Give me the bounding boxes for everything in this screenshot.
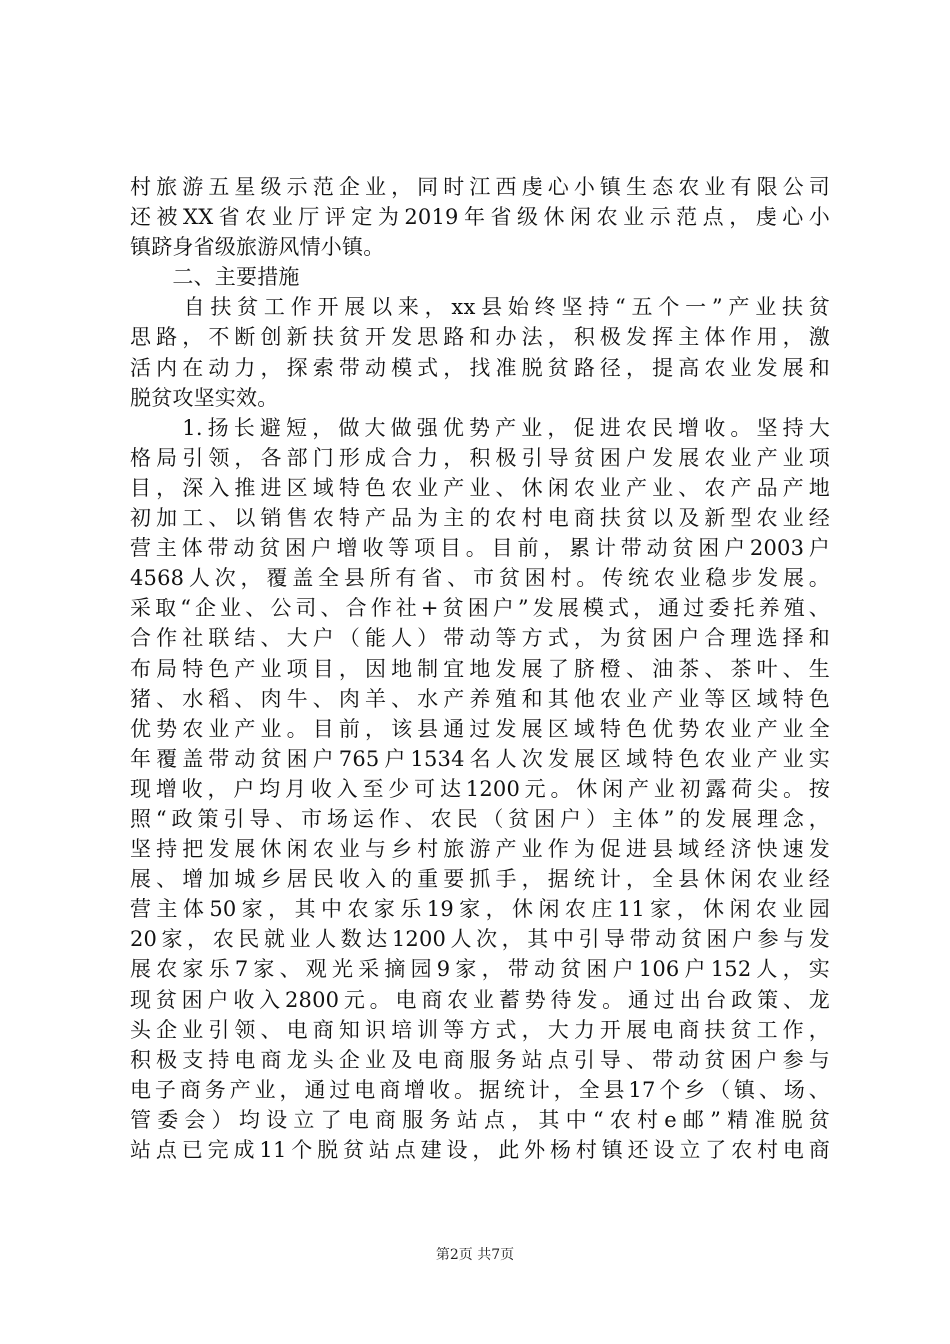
text-line: 现增收，户均月收入至少可达1200元。休闲产业初露荷尖。按 — [130, 776, 830, 801]
text-line: 优势农业产业。目前，该县通过发展区域特色优势农业产业全 — [130, 716, 830, 741]
text-line: 格局引领，各部门形成合力，积极引导贫困户发展农业产业项 — [130, 445, 830, 470]
text-line: 目，深入推进区域特色农业产业、休闲农业产业、农产品产地 — [130, 475, 830, 500]
text-line: 营主体50家，其中农家乐19家，休闲农庄11家，休闲农业园 — [130, 897, 830, 922]
text-line: 展农家乐7家、观光采摘园9家，带动贫困户106户152人，实 — [130, 957, 830, 982]
text-line: 猪、水稻、肉牛、肉羊、水产养殖和其他农业产业等区域特色 — [130, 686, 830, 711]
text-line: 4568人次，覆盖全县所有省、市贫困村。传统农业稳步发展。 — [130, 566, 830, 591]
text-line: 1.扬长避短，做大做强优势产业，促进农民增收。坚持大 — [130, 415, 830, 440]
text-line: 采取“企业、公司、合作社+贫困户”发展模式，通过委托养殖、 — [130, 596, 830, 621]
text-line: 现贫困户收入2800元。电商农业蓄势待发。通过出台政策、龙 — [130, 987, 830, 1012]
text-line: 管委会）均设立了电商服务站点，其中“农村e邮”精准脱贫 — [130, 1107, 830, 1132]
text-line: 积极支持电商龙头企业及电商服务站点引导、带动贫困户参与 — [130, 1047, 830, 1072]
page-footer: 第2页 共7页 — [435, 1247, 515, 1263]
text-line: 年覆盖带动贫困户765户1534名人次发展区域特色农业产业实 — [130, 746, 830, 771]
text-line: 坚持把发展休闲农业与乡村旅游产业作为促进县域经济快速发 — [130, 837, 830, 862]
body-text — [130, 172, 830, 1165]
text-line: 活内在动力，探索带动模式，找准脱贫路径，提高农业发展和 — [130, 355, 830, 380]
text-line: 脱贫攻坚实效。 — [130, 385, 279, 410]
text-line: 思路，不断创新扶贫开发思路和办法，积极发挥主体作用，激 — [130, 325, 830, 350]
text-line: 自扶贫工作开展以来，xx县始终坚持“五个一”产业扶贫 — [130, 295, 830, 320]
text-line: 营主体带动贫困户增收等项目。目前，累计带动贫困户2003户 — [130, 536, 830, 561]
section-heading: 二、主要措施 — [130, 265, 300, 290]
text-line: 站点已完成11个脱贫站点建设，此外杨村镇还设立了农村电商 — [130, 1138, 830, 1162]
text-line: 头企业引领、电商知识培训等方式，大力开展电商扶贫工作， — [130, 1017, 830, 1042]
text-line: 20家，农民就业人数达1200人次，其中引导带动贫困户参与发 — [130, 927, 830, 952]
text-line: 布局特色产业项目，因地制宜地发展了脐橙、油茶、茶叶、生 — [130, 656, 830, 681]
text-line: 展、增加城乡居民收入的重要抓手，据统计，全县休闲农业经 — [130, 867, 830, 892]
text-line: 村旅游五星级示范企业，同时江西虔心小镇生态农业有限公司 — [130, 175, 830, 199]
text-line: 初加工、以销售农特产品为主的农村电商扶贫以及新型农业经 — [130, 506, 830, 531]
text-line: 照“政策引导、市场运作、农民（贫困户）主体”的发展理念， — [130, 806, 830, 831]
text-line: 合作社联结、大户（能人）带动等方式，为贫困户合理选择和 — [130, 626, 830, 651]
text-line: 电子商务产业，通过电商增收。据统计，全县17个乡（镇、场、 — [130, 1077, 830, 1102]
text-line: 镇跻身省级旅游风情小镇。 — [130, 235, 385, 260]
text-line: 还被XX省农业厅评定为2019年省级休闲农业示范点，虔心小 — [130, 205, 830, 230]
